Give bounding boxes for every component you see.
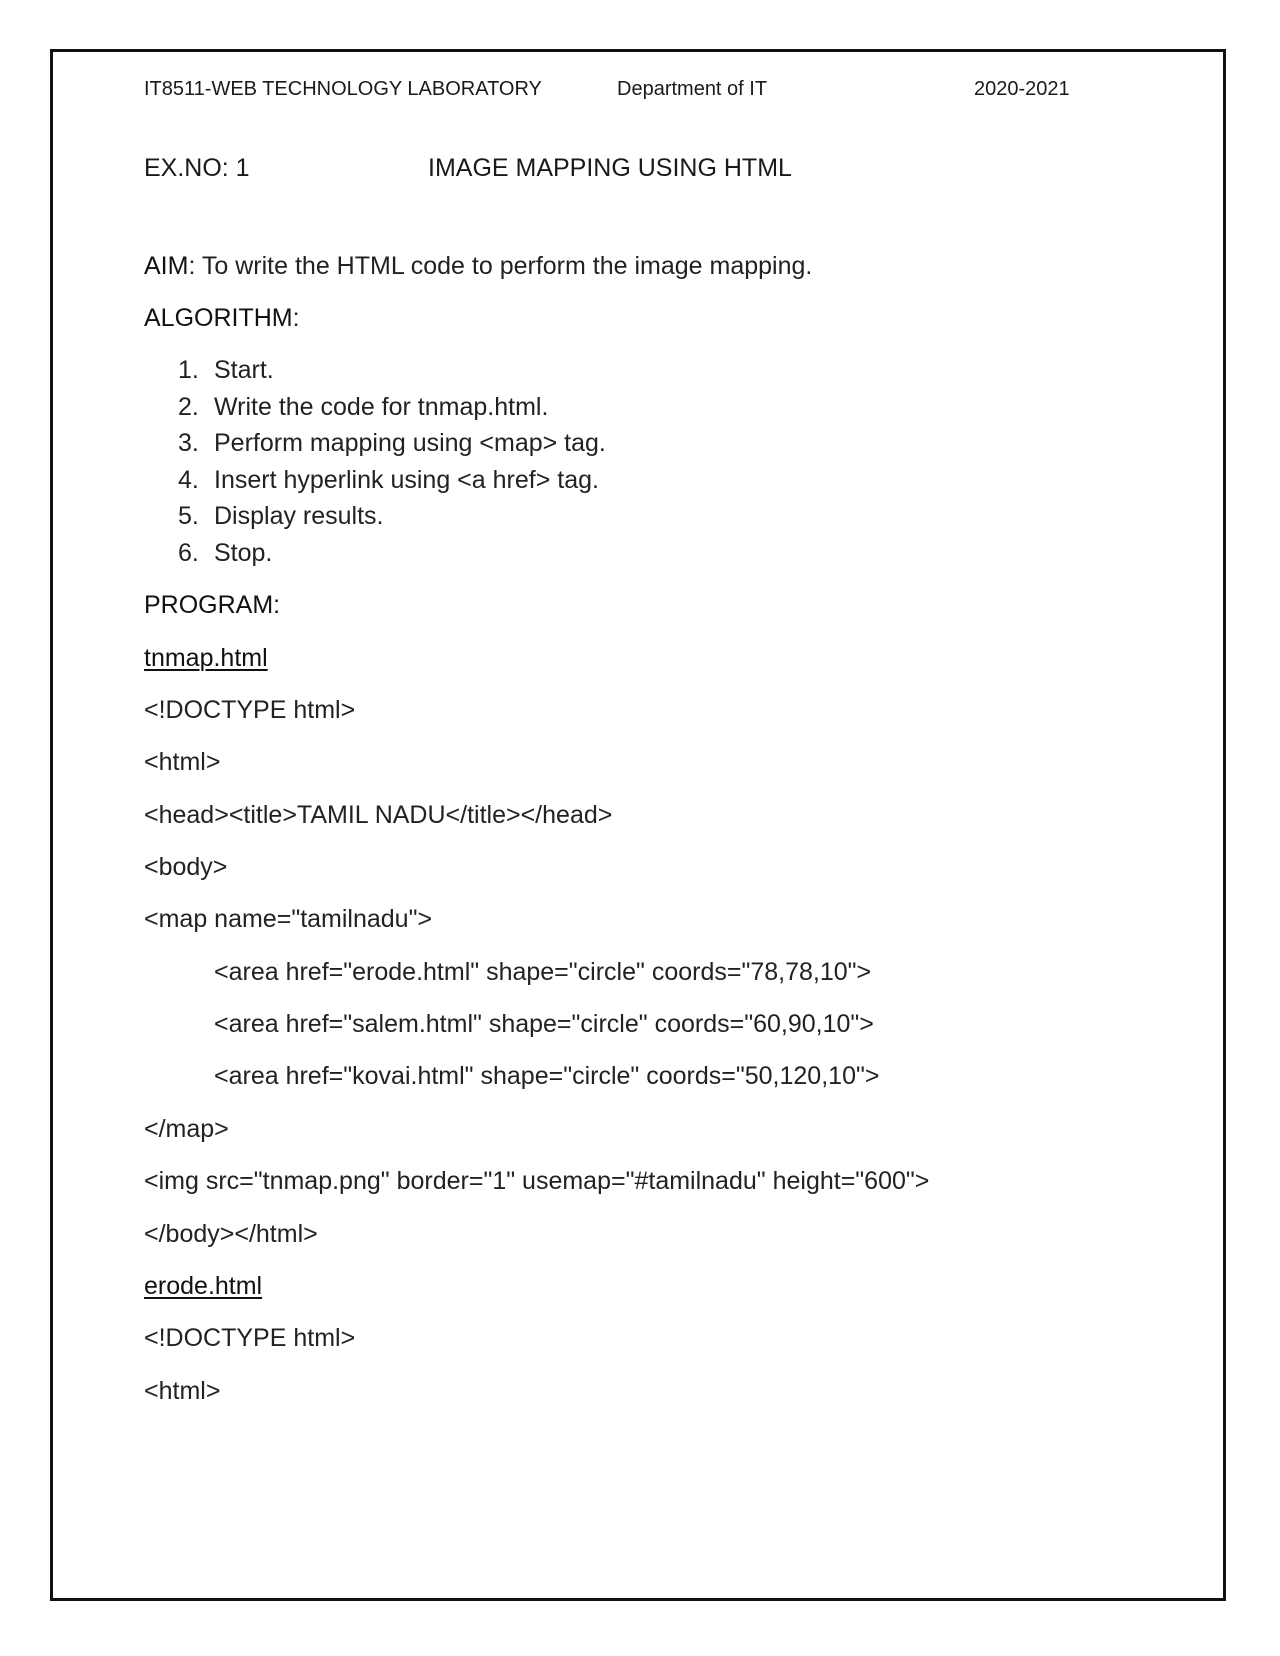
step-text: Insert hyperlink using <a href> tag. [214, 466, 599, 494]
code-line: <body> [144, 853, 228, 881]
aim-label: AIM [144, 252, 189, 280]
code-line: <html> [144, 748, 221, 776]
code-line: <!DOCTYPE html> [144, 1324, 356, 1352]
step-text: Start. [214, 356, 274, 384]
code-line: <area href="salem.html" shape="circle" coords="60,90,10"> [214, 1010, 874, 1038]
code-line: <area href="erode.html" shape="circle" coords="78,78,10"> [214, 958, 872, 986]
step-number: 4. [178, 466, 199, 494]
program-heading: PROGRAM: [144, 591, 281, 619]
filename-erode: erode.html [144, 1272, 263, 1300]
step-number: 3. [178, 429, 199, 457]
exercise-title: IMAGE MAPPING USING HTML [428, 154, 792, 182]
step-number: 6. [178, 539, 199, 567]
algorithm-heading [144, 306, 300, 331]
step-text: Stop. [214, 539, 273, 567]
header-year: 2020-2021 [974, 78, 1070, 100]
code-line: <!DOCTYPE html> [144, 696, 356, 724]
header-department: Department of IT [617, 78, 768, 100]
aim-text: : To write the HTML code to perform the image mapping. [188, 252, 813, 280]
algorithm-colon: : [292, 304, 300, 332]
header-course: IT8511-WEB TECHNOLOGY LABORATORY [144, 78, 542, 100]
step-number: 1. [178, 356, 199, 384]
code-line: <img src="tnmap.png" border="1" usemap="#tamilnadu" height="600"> [144, 1167, 930, 1195]
code-line: <head><title>TAMIL NADU</title></head> [144, 801, 613, 829]
step-number: 2. [178, 393, 199, 421]
aim-line [144, 254, 812, 279]
code-line: </body></html> [144, 1220, 318, 1248]
code-line: <map name="tamilnadu"> [144, 905, 433, 933]
code-line: </map> [144, 1115, 229, 1143]
code-line: <html> [144, 1377, 221, 1405]
code-line: <area href="kovai.html" shape="circle" coords="50,120,10"> [214, 1062, 880, 1090]
step-text: Display results. [214, 502, 384, 530]
algorithm-label: ALGORITHM [144, 304, 293, 332]
step-text: Write the code for tnmap.html. [214, 393, 549, 421]
filename-tnmap: tnmap.html [144, 644, 268, 672]
step-number: 5. [178, 502, 199, 530]
step-text: Perform mapping using <map> tag. [214, 429, 606, 457]
exercise-number: EX.NO: 1 [144, 154, 250, 182]
